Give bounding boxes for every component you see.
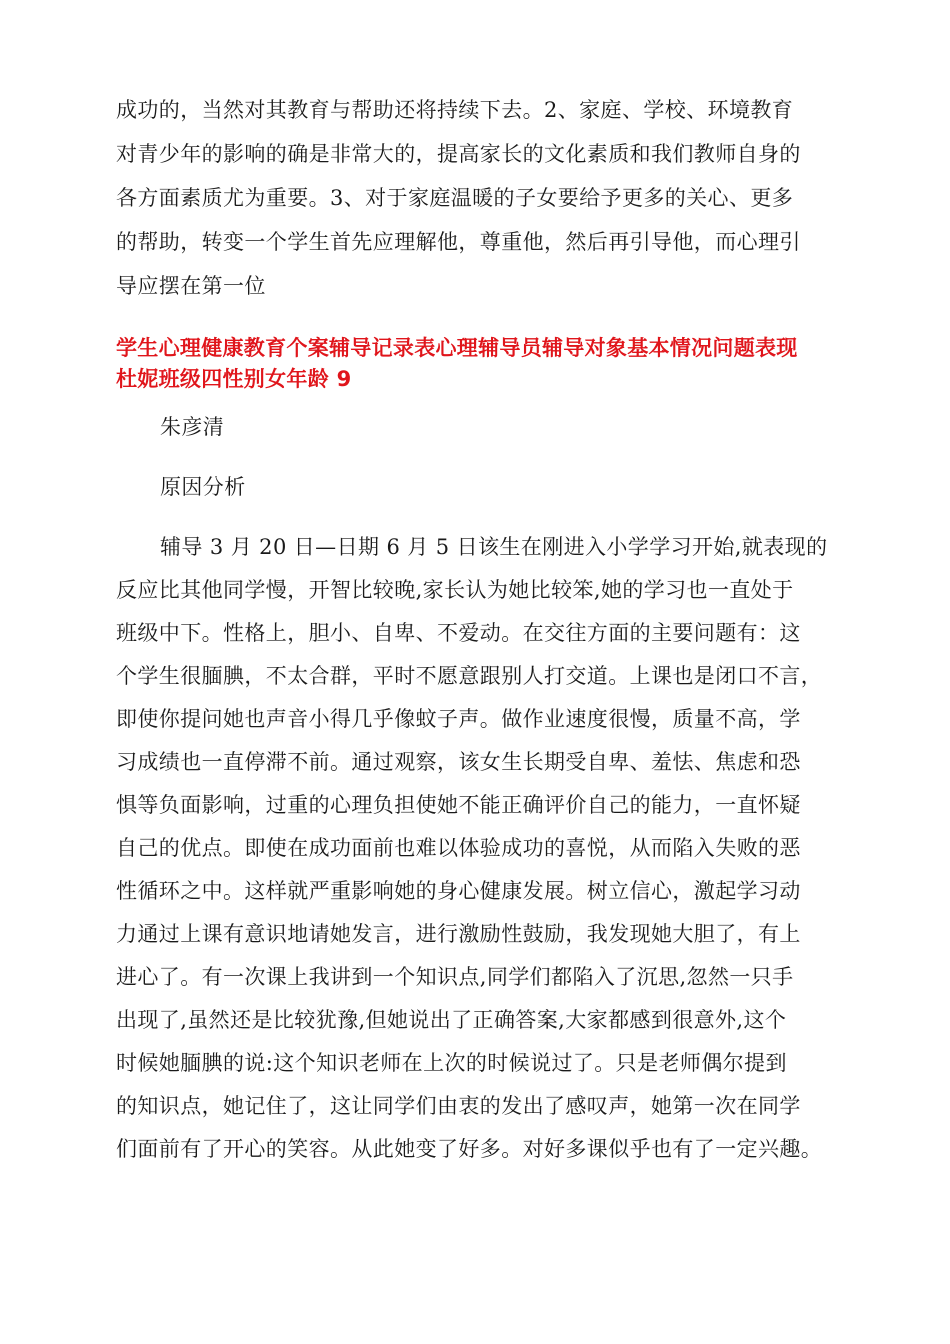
section-heading-line: 学生心理健康教育个案辅导记录表心理辅导员辅导对象基本情况问题表现 xyxy=(116,336,798,360)
intro-line: 成功的，当然对其教育与帮助还将持续下去。2、家庭、学校、环境教育 xyxy=(116,98,794,122)
body-line: 的知识点，她记住了，这让同学们由衷的发出了感叹声，她第一次在同学 xyxy=(116,1094,801,1118)
body-line: 出现了,虽然还是比较犹豫,但她说出了正确答案,大家都感到很意外,这个 xyxy=(116,1008,787,1032)
body-line: 个学生很腼腆，不太合群，平时不愿意跟别人打交道。上课也是闭口不言， xyxy=(116,664,823,688)
body-line: 惧等负面影响，过重的心理负担使她不能正确评价自己的能力，一直怀疑 xyxy=(116,793,801,817)
body-line: 进心了。有一次课上我讲到一个知识点,同学们都陷入了沉思,忽然一只手 xyxy=(116,965,794,989)
intro-line: 对青少年的影响的确是非常大的，提高家长的文化素质和我们教师自身的 xyxy=(116,142,801,166)
section-label: 原因分析 xyxy=(160,475,246,499)
intro-line: 各方面素质尤为重要。3、对于家庭温暖的子女要给予更多的关心、更多 xyxy=(116,186,794,210)
body-line: 时候她腼腆的说:这个知识老师在上次的时候说过了。只是老师偶尔提到 xyxy=(116,1051,787,1075)
body-line: 力通过上课有意识地请她发言，进行激励性鼓励，我发现她大胆了，有上 xyxy=(116,922,801,946)
section-heading-line: 杜妮班级四性别女年龄 9 xyxy=(116,367,352,391)
intro-line: 的帮助，转变一个学生首先应理解他，尊重他，然后再引导他，而心理引 xyxy=(116,230,801,254)
body-line: 即使你提问她也声音小得几乎像蚊子声。做作业速度很慢，质量不高，学 xyxy=(116,707,801,731)
body-line: 反应比其他同学慢，开智比较晚,家长认为她比较笨,她的学习也一直处于 xyxy=(116,578,794,602)
intro-line: 导应摆在第一位 xyxy=(116,274,266,298)
body-line: 辅导 3 月 20 日—日期 6 月 5 日该生在刚进入小学学习开始,就表现的 xyxy=(160,535,828,559)
counselor-name: 朱彦清 xyxy=(160,415,225,439)
body-line: 班级中下。性格上，胆小、自卑、不爱动。在交往方面的主要问题有：这 xyxy=(116,621,801,645)
body-line: 性循环之中。这样就严重影响她的身心健康发展。树立信心，激起学习动 xyxy=(116,879,801,903)
body-line: 自己的优点。即使在成功面前也难以体验成功的喜悦，从而陷入失败的恶 xyxy=(116,836,801,860)
body-line: 习成绩也一直停滞不前。通过观察，该女生长期受自卑、羞怯、焦虑和恐 xyxy=(116,750,801,774)
body-line: 们面前有了开心的笑容。从此她变了好多。对好多课似乎也有了一定兴趣。 xyxy=(116,1137,823,1161)
